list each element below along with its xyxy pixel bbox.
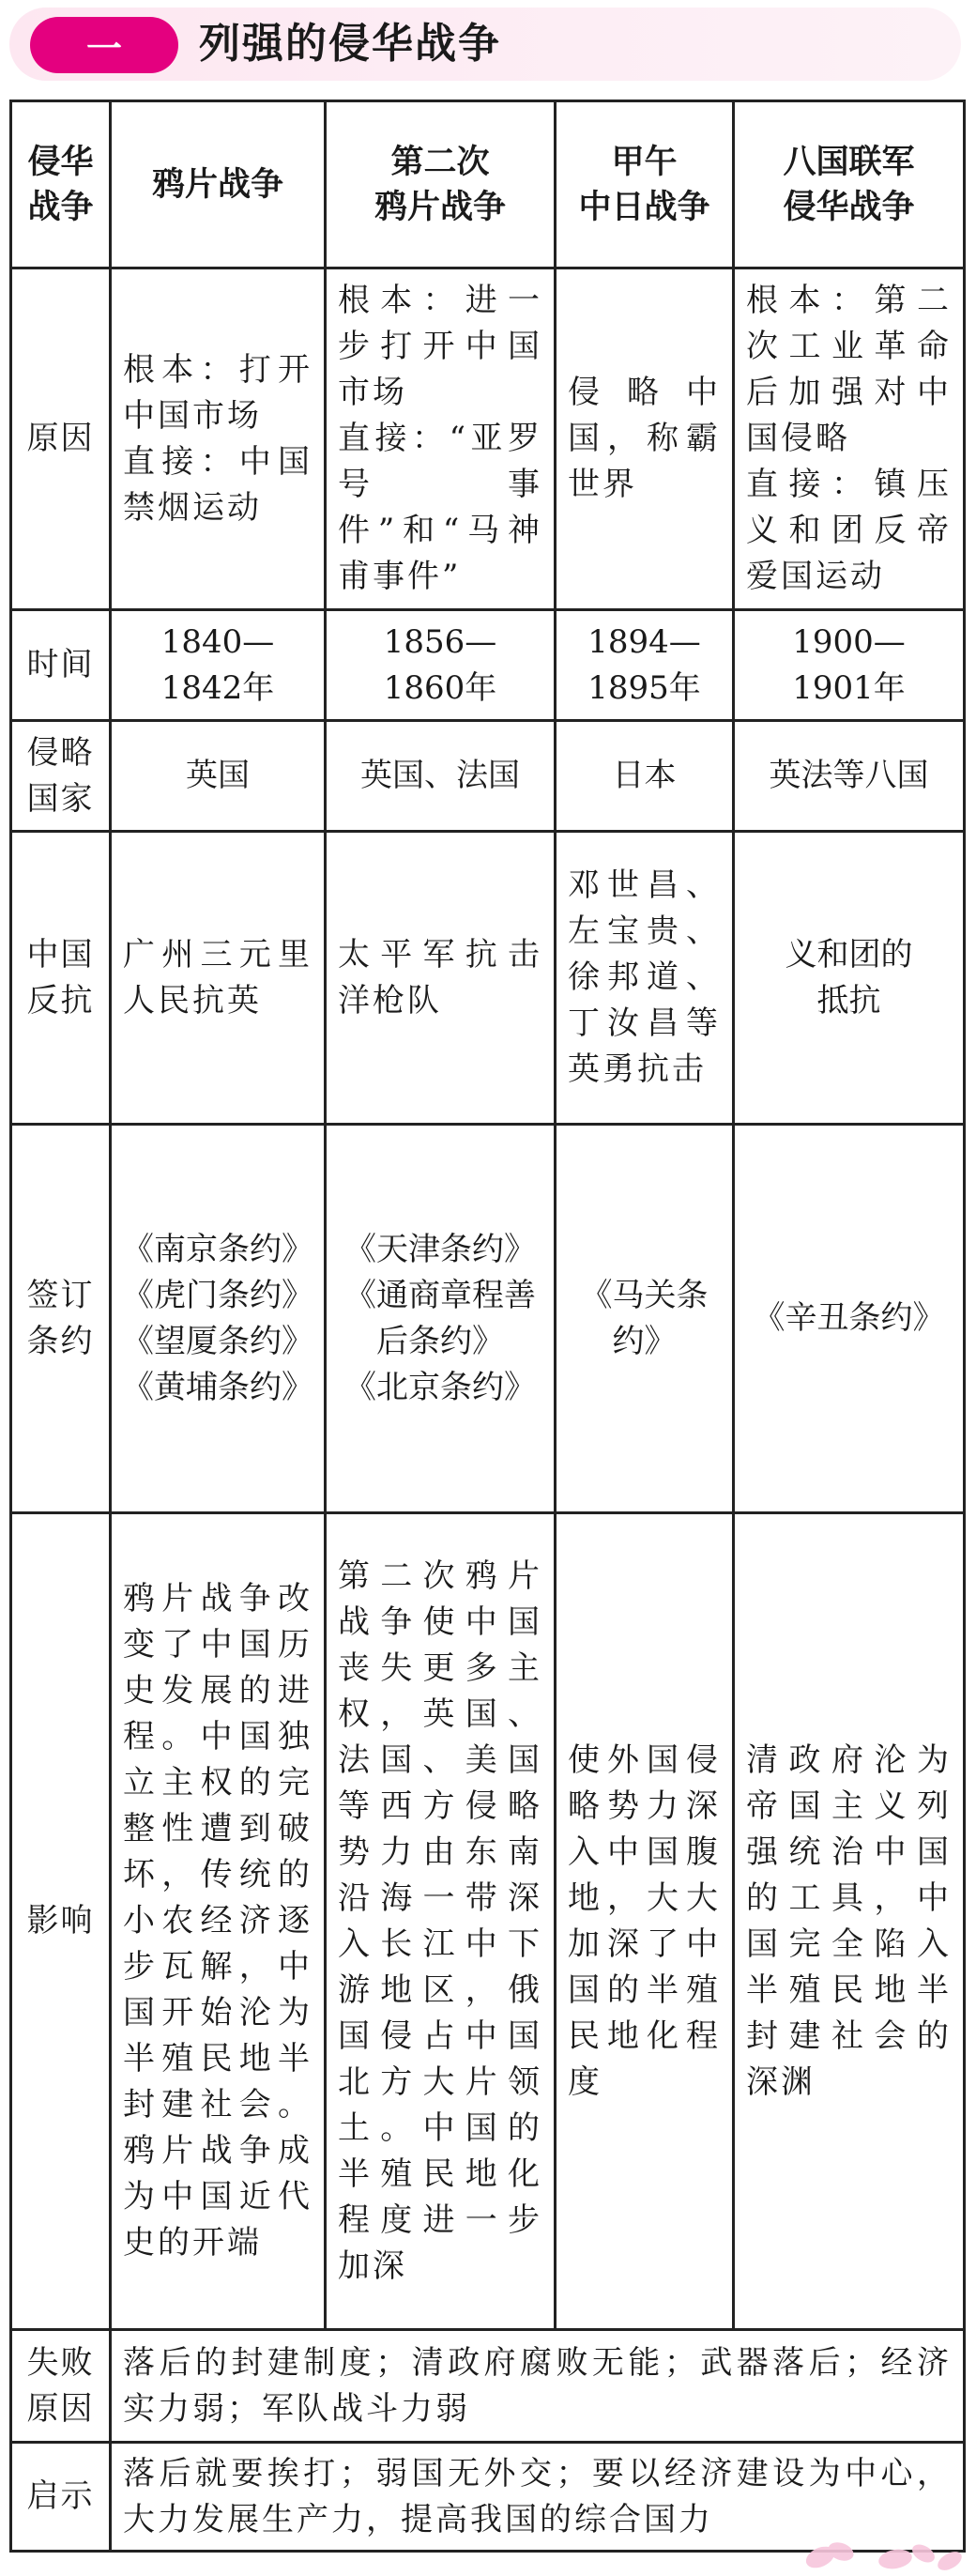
cell-causes-4: 根本：第二次工业革命后加强对中国侵略 直接：镇压义和团反帝爱国运动 xyxy=(734,268,965,610)
row-label-causes: 原因 xyxy=(11,268,111,610)
cell-treaties-1: 《南京条约》 《虎门条约》 《望厦条约》 《黄埔条约》 xyxy=(111,1125,326,1513)
cell-aggressors-1: 英国 xyxy=(111,721,326,832)
header-opium-war: 鸦片战争 xyxy=(111,101,326,268)
cell-impact-1: 鸦片战争改变了中国历史发展的进程。中国独立主权的完整性遭到破坏，传统的小农经济逐步瓦解，中国开始沦为半殖民地半封建社会。鸦片战争成为中国近代史的开端 xyxy=(111,1513,326,2330)
table-row-treaties xyxy=(11,1125,965,1513)
cell-time-3: 1894— 1895年 xyxy=(556,610,734,721)
cell-causes-3: 侵略中国，称霸世界 xyxy=(556,268,734,610)
table-row-causes xyxy=(11,268,965,610)
header-eight-nation-war: 八国联军 侵华战争 xyxy=(734,101,965,268)
cell-aggressors-2: 英国、法国 xyxy=(326,721,556,832)
cell-failure-reasons: 落后的封建制度；清政府腐败无能；武器落后；经济实力弱；军队战斗力弱 xyxy=(111,2330,965,2443)
row-label-time: 时间 xyxy=(11,610,111,721)
cell-aggressors-3: 日本 xyxy=(556,721,734,832)
row-label-resistance: 中国 反抗 xyxy=(11,832,111,1125)
table-row-resistance xyxy=(11,832,965,1125)
row-label-lessons: 启示 xyxy=(11,2443,111,2552)
cell-causes-1: 根本：打开中国市场 直接：中国禁烟运动 xyxy=(111,268,326,610)
cell-treaties-2: 《天津条约》 《通商章程善 后条约》 《北京条约》 xyxy=(326,1125,556,1513)
table-header-row xyxy=(11,101,965,268)
cell-causes-2: 根本：进一步打开中国市场 直接：“亚罗号事件”和“马神甫事件” xyxy=(326,268,556,610)
decorative-flower-icon xyxy=(783,2525,970,2572)
cell-aggressors-4: 英法等八国 xyxy=(734,721,965,832)
section-number-badge: 一 xyxy=(30,17,178,73)
row-label-treaties: 签订 条约 xyxy=(11,1125,111,1513)
cell-treaties-3: 《马关条 约》 xyxy=(556,1125,734,1513)
row-label-aggressors: 侵略 国家 xyxy=(11,721,111,832)
cell-time-1: 1840— 1842年 xyxy=(111,610,326,721)
cell-impact-3: 使外国侵略势力深入中国腹地，大大加深了中国的半殖民地化程度 xyxy=(556,1513,734,2330)
cell-impact-2: 第二次鸦片战争使中国丧失更多主权，英国、法国、美国等西方侵略势力由东南沿海一带深入长江中下游地区，俄国侵占中国北方大片领土。中国的半殖民地化程度进一步加深 xyxy=(326,1513,556,2330)
cell-treaties-4: 《辛丑条约》 xyxy=(734,1125,965,1513)
table-row-failure-reasons xyxy=(11,2330,965,2443)
corner-header: 侵华 战争 xyxy=(11,101,111,268)
table-row-aggressors xyxy=(11,721,965,832)
cell-resistance-1: 广州三元里人民抗英 xyxy=(111,832,326,1125)
cell-resistance-3: 邓世昌、左宝贵、徐邦道、丁汝昌等英勇抗击 xyxy=(556,832,734,1125)
header-second-opium-war: 第二次 鸦片战争 xyxy=(326,101,556,268)
table-row-impact xyxy=(11,1513,965,2330)
table-row-time xyxy=(11,610,965,721)
row-label-impact: 影响 xyxy=(11,1513,111,2330)
cell-impact-4: 清政府沦为帝国主义列强统治中国的工具，中国完全陷入半殖民地半封建社会的深渊 xyxy=(734,1513,965,2330)
cell-resistance-4: 义和团的 抵抗 xyxy=(734,832,965,1125)
header-sino-japanese-war: 甲午 中日战争 xyxy=(556,101,734,268)
section-title: 列强的侵华战争 xyxy=(199,20,501,68)
row-label-failure-reasons: 失败 原因 xyxy=(11,2330,111,2443)
cell-resistance-2: 太平军抗击洋枪队 xyxy=(326,832,556,1125)
cell-lessons: 落后就要挨打；弱国无外交；要以经济建设为中心，大力发展生产力，提高我国的综合国力 xyxy=(111,2443,965,2552)
war-comparison-table xyxy=(9,100,966,2553)
cell-time-4: 1900— 1901年 xyxy=(734,610,965,721)
section-header xyxy=(9,8,961,81)
cell-time-2: 1856— 1860年 xyxy=(326,610,556,721)
